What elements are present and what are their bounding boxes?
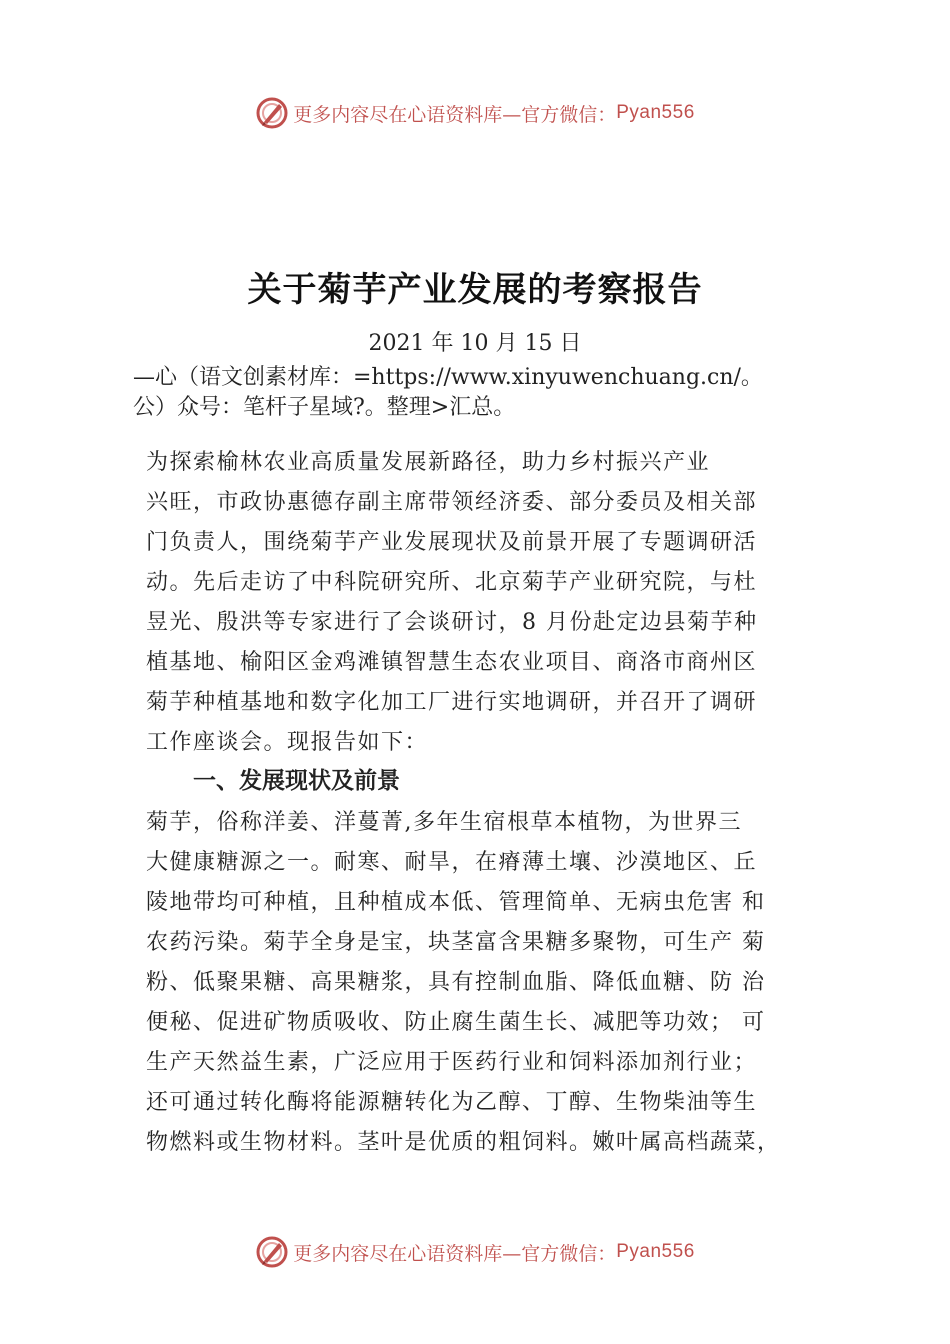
paragraph-line: 昱光、殷洪等专家进行了会谈研讨，8 月份赴定边县菊芋种 [146, 610, 758, 635]
paragraph-line: 还可通过转化酶将能源糖转化为乙醇、丁醇、生物柴油等生 [146, 1090, 758, 1115]
paragraph-line: 门负责人，围绕菊芋产业发展现状及前景开展了专题调研活 [146, 530, 758, 555]
paragraph-line: 植基地、榆阳区金鸡滩镇智慧生态农业项目、商洛市商州区 [146, 650, 758, 675]
paragraph-line: 生产天然益生素，广泛应用于医药行业和饲料添加剂行业； [146, 1050, 758, 1075]
header-wechat-id: Pyan556 [616, 102, 695, 123]
section-1-paragraph [146, 803, 836, 1163]
intro-paragraph [146, 443, 810, 763]
source-line-1: —心（语文创素材库：=https://www.xinyuwenchuang.cn/。 [133, 365, 763, 390]
paragraph-line: 陵地带均可种植，且种植成本低、管理简单、无病虫危害 和 [146, 890, 766, 915]
header-banner-text: 更多内容尽在心语资料库—官方微信： [293, 103, 617, 126]
source-line-2: 公）众号：笔杆子星域?。整理>汇总。 [133, 395, 516, 420]
footer-wechat-id: Pyan556 [616, 1241, 695, 1262]
paragraph-line: 动。先后走访了中科院研究所、北京菊芋产业研究院，与杜 [146, 570, 758, 595]
pen-seal-icon [255, 96, 289, 130]
paragraph-line: 农药污染。菊芋全身是宝，块茎富含果糖多聚物，可生产 菊 [146, 930, 766, 955]
document-title: 关于菊芋产业发展的考察报告 [247, 270, 703, 310]
paragraph-line: 物燃料或生物材料。茎叶是优质的粗饲料。嫩叶属高档蔬菜， [146, 1130, 781, 1155]
paragraph-line: 菊芋种植基地和数字化加工厂进行实地调研，并召开了调研 [146, 690, 758, 715]
paragraph-line: 兴旺，市政协惠德存副主席带领经济委、部分委员及相关部 [146, 490, 758, 515]
paragraph-line: 为探索榆林农业高质量发展新路径，助力乡村振兴产业 [146, 450, 711, 475]
section-heading-1: 一、发展现状及前景 [193, 768, 400, 794]
paragraph-line: 大健康糖源之一。耐寒、耐旱，在瘠薄土壤、沙漠地区、丘 [146, 850, 758, 875]
paragraph-line: 菊芋，俗称洋姜、洋蔓菁,多年生宿根草本植物，为世界三 [146, 810, 742, 835]
header-banner [0, 93, 950, 133]
footer-banner [0, 1232, 950, 1272]
document-date: 2021 年 10 月 15 日 [368, 331, 582, 356]
paragraph-line: 粉、低聚果糖、高果糖浆，具有控制血脂、降低血糖、防 治 [146, 970, 766, 995]
paragraph-line: 便秘、促进矿物质吸收、防止腐生菌生长、减肥等功效； 可 [146, 1010, 766, 1035]
pen-seal-icon [255, 1235, 289, 1269]
paragraph-line: 工作座谈会。现报告如下： [146, 730, 429, 755]
footer-banner-text: 更多内容尽在心语资料库—官方微信： [293, 1242, 617, 1265]
